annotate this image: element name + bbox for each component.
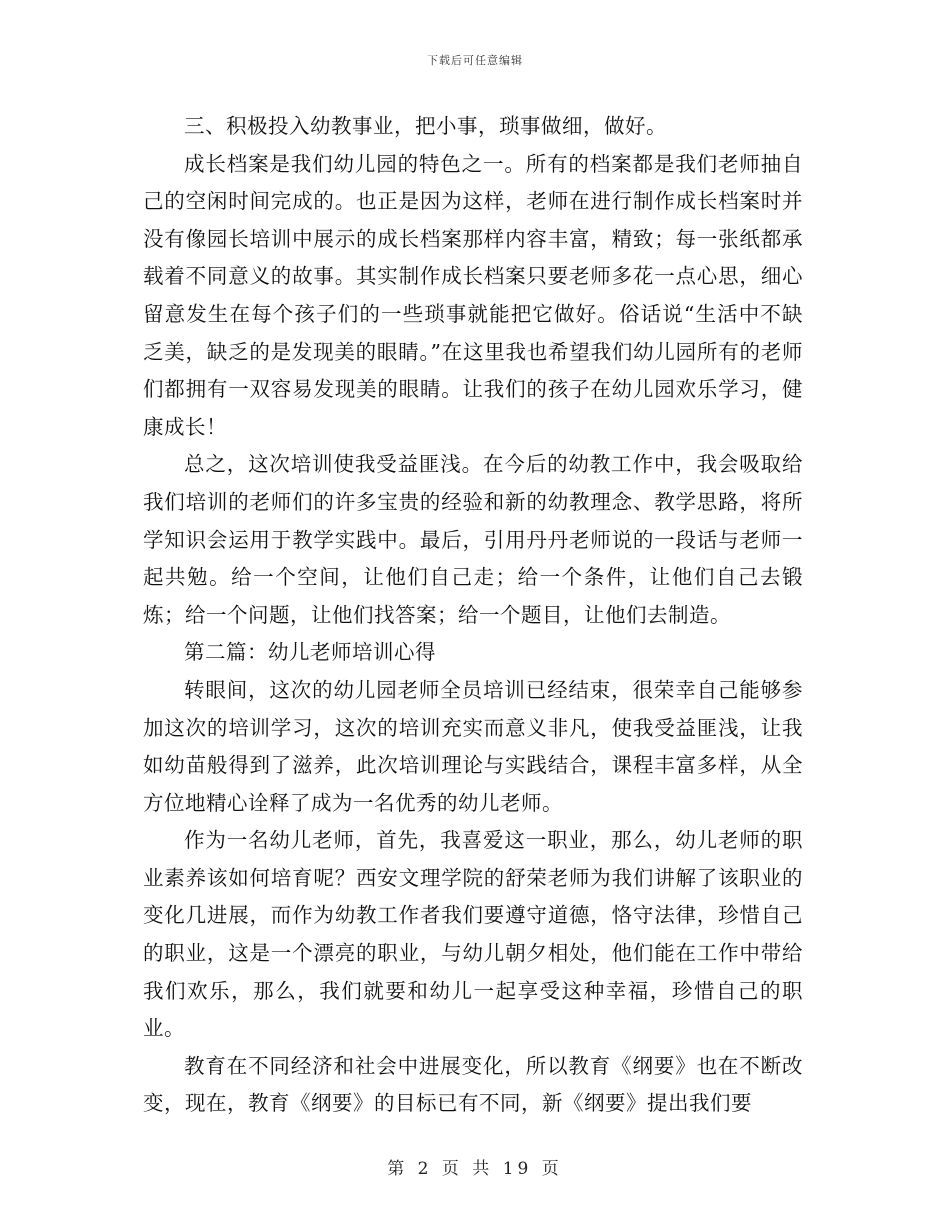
paragraph-summary: 总之，这次培训使我受益匪浅。在今后的幼教工作中，我会吸取给我们培训的老师们的许多宝贵的经验和新的幼教理念、教学思路，将所学知识会运用于教学实践中。最后，引用丹丹老师说的一段话与老师一起共勉。给一个空间，让他们自己走；给一个条件，让他们自己去锻炼；给一个问题，让他们找答案；给一个题目，让他们去制造。	[143, 452, 803, 627]
paragraph-growth-archive: 成长档案是我们幼儿园的特色之一。所有的档案都是我们老师抽自己的空闲时间完成的。也正是因为这样，老师在进行制作成长档案时并没有像园长培训中展示的成长档案那样内容丰富，精致；每一张纸都承载着不同意义的故事。其实制作成长档案只要老师多花一点心思，细心留意发生在每个孩子们的一些琐事就能把它做好。俗话说“生活中不缺乏美，缺乏的是发现美的眼睛。”在这里我也希望我们幼儿园所有的老师们都拥有一双容易发现美的眼睛。让我们的孩子在幼儿园欢乐学习，健康成长！	[143, 151, 803, 439]
page-header: 下载后可任意编辑	[427, 54, 523, 67]
paragraph-professional-quality: 作为一名幼儿老师，首先，我喜爱这一职业，那么，幼儿老师的职业素养该如何培育呢？西安文理学院的舒荣老师为我们讲解了该职业的变化几进展，而作为幼教工作者我们要遵守道德，恪守法律，珍惜自己的职业，这是一个漂亮的职业，与幼儿朝夕相处，他们能在工作中带给我们欢乐，那么，我们就要和幼儿一起享受这种幸福，珍惜自己的职业。	[143, 828, 803, 1041]
paragraph-training-end: 转眼间，这次的幼儿园老师全员培训已经结束，很荣幸自己能够参加这次的培训学习，这次的培训充实而意义非凡，使我受益匪浅，让我如幼苗般得到了滋养，此次培训理论与实践结合，课程丰富多样，从全方位地精心诠释了成为一名优秀的幼儿老师。	[143, 677, 803, 815]
document-body	[143, 108, 803, 1123]
paragraph-education-outline: 教育在不同经济和社会中进展变化，所以教育《纲要》也在不断改变，现在，教育《纲要》的目标已有不同，新《纲要》提出我们要	[143, 1053, 803, 1116]
paragraph-section-three-heading: 三、积极投入幼教事业，把小事，琐事做细，做好。	[184, 114, 667, 138]
paragraph-chapter-two-title: 第二篇：幼儿老师培训心得	[184, 640, 436, 665]
page-footer: 第 2 页 共 19 页	[387, 1159, 563, 1179]
